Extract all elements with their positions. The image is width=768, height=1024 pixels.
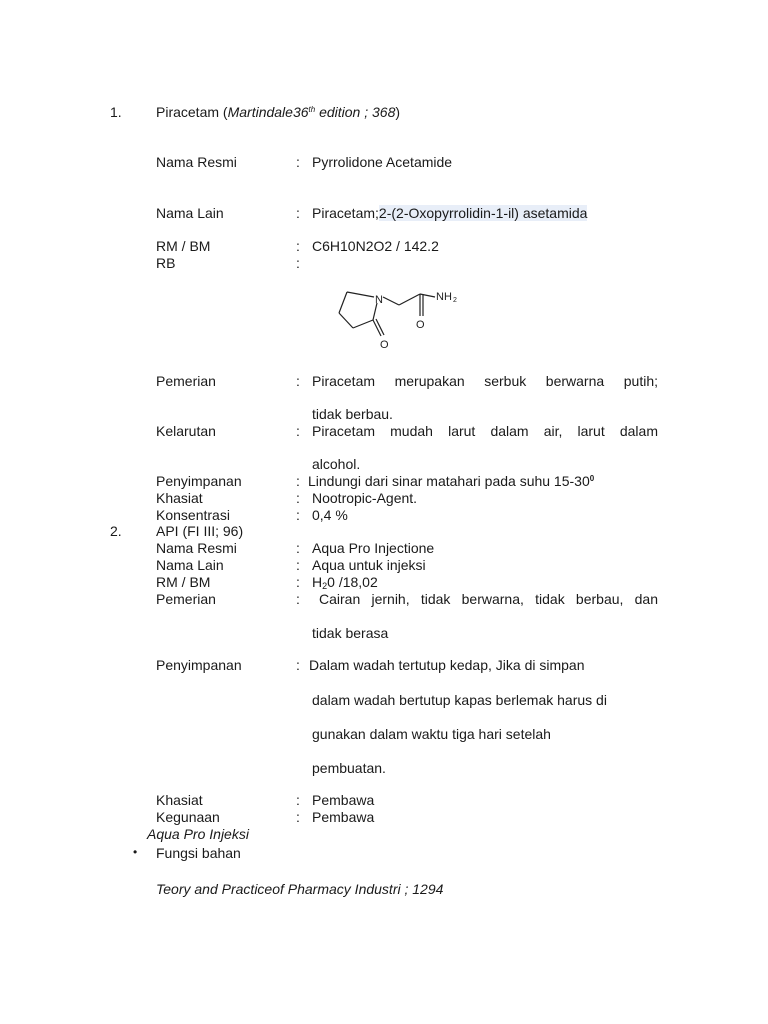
colon: : xyxy=(296,154,300,170)
kelarutan-label: Kelarutan xyxy=(156,423,216,439)
colon: : xyxy=(296,792,300,808)
colon: : xyxy=(296,473,300,489)
kelarutan-line-2: alcohol. xyxy=(312,456,361,472)
konsentrasi-label: Konsentrasi xyxy=(156,507,230,523)
title-close: ) xyxy=(395,104,401,120)
konsentrasi-value: 0,4 % xyxy=(312,507,348,523)
bullet-icon: • xyxy=(133,845,138,859)
penyimpanan-2-line-3: gunakan dalam waktu tiga hari setelah xyxy=(312,726,551,742)
nama-lain-value-2: Aqua untuk injeksi xyxy=(312,557,426,573)
penyimpanan-2-line-2: dalam wadah bertutup kapas berlemak harus di xyxy=(312,692,607,708)
atom-o-amide: O xyxy=(416,319,425,331)
bullet-text: Fungsi bahan xyxy=(156,845,241,861)
colon: : xyxy=(296,238,300,254)
item-title-piracetam xyxy=(156,104,400,121)
colon: : xyxy=(296,373,300,389)
colon: : xyxy=(296,540,300,556)
pemerian-line-2: tidak berbau. xyxy=(312,406,393,422)
khasiat-label: Khasiat xyxy=(156,490,203,506)
kegunaan-value: Pembawa xyxy=(312,809,375,825)
title-text: Piracetam ( xyxy=(156,104,228,120)
rm-bm-label-2: RM / BM xyxy=(156,574,211,590)
source-superscript: th xyxy=(308,105,316,114)
pemerian-line-1: Piracetam merupakan serbuk berwarna putih; xyxy=(312,373,658,389)
penyimpanan-label: Penyimpanan xyxy=(156,473,242,489)
rm-bm-value-2 xyxy=(312,574,378,591)
atom-n: N xyxy=(375,294,383,306)
colon: : xyxy=(296,591,300,607)
item-number-2: 2. xyxy=(110,523,122,539)
colon: : xyxy=(296,809,300,825)
source-edition: edition ; 368 xyxy=(315,104,396,120)
penyimpanan-label-2: Penyimpanan xyxy=(156,657,242,673)
penyimpanan-2-line-1: Dalam wadah tertutup kedap, Jika di simpan xyxy=(309,657,585,673)
colon: : xyxy=(296,255,300,271)
nama-lain-label-2: Nama Lain xyxy=(156,557,224,573)
colon: : xyxy=(296,657,300,673)
item-title-api: API (FI III; 96) xyxy=(156,523,244,539)
khasiat-value-2: Pembawa xyxy=(312,792,375,808)
h-subscript: 2 xyxy=(322,581,328,591)
h-symbol: H xyxy=(312,574,323,590)
nama-resmi-value: Pyrrolidone Acetamide xyxy=(312,154,453,170)
nama-lain-value-highlight: 2-(2-Oxopyrrolidin-1-il) asetamida xyxy=(378,205,588,221)
penyimpanan-text: Lindungi dari sinar matahari pada suhu 15-30 xyxy=(308,473,590,489)
piracetam-structure xyxy=(325,280,475,354)
kelarutan-line-1: Piracetam mudah larut dalam air, larut dalam xyxy=(312,423,658,439)
pemerian-label: Pemerian xyxy=(156,373,216,389)
colon: : xyxy=(296,557,300,573)
kegunaan-label: Kegunaan xyxy=(156,809,220,825)
nama-resmi-label: Nama Resmi xyxy=(156,154,237,170)
item-number-1: 1. xyxy=(110,104,122,120)
source-name: Martindale36 xyxy=(227,104,309,120)
colon: : xyxy=(296,490,300,506)
atom-nh: NH xyxy=(436,291,452,303)
atom-nh-subscript: 2 xyxy=(453,297,457,304)
pemerian-2-line-1: Cairan jernih, tidak berwarna, tidak berbau, dan xyxy=(319,591,658,607)
colon: : xyxy=(296,423,300,439)
reference-text: Teory and Practiceof Pharmacy Industri ; 1294 xyxy=(156,881,444,897)
section-heading: Aqua Pro Injeksi xyxy=(147,826,249,842)
nama-lain-value-a: Piracetam; xyxy=(312,205,379,221)
rm-bm-value: C6H10N2O2 / 142.2 xyxy=(312,238,439,254)
rb-label: RB xyxy=(156,255,176,271)
colon: : xyxy=(296,574,300,590)
atom-o-ring: O xyxy=(380,339,389,351)
rm-bm-rest: 0 /18,02 xyxy=(327,574,378,590)
khasiat-label-2: Khasiat xyxy=(156,792,203,808)
colon: : xyxy=(296,205,300,221)
nama-resmi-label-2: Nama Resmi xyxy=(156,540,237,556)
penyimpanan-2-line-4: pembuatan. xyxy=(312,760,386,776)
pemerian-label-2: Pemerian xyxy=(156,591,216,607)
penyimpanan-value xyxy=(308,473,594,490)
degree-superscript: 0 xyxy=(589,474,595,483)
nama-lain-label: Nama Lain xyxy=(156,205,224,221)
nama-lain-value xyxy=(312,205,587,222)
khasiat-value: Nootropic-Agent. xyxy=(312,490,418,506)
nama-resmi-value-2: Aqua Pro Injectione xyxy=(312,540,435,556)
pemerian-2-line-2: tidak berasa xyxy=(312,625,389,641)
rm-bm-label: RM / BM xyxy=(156,238,211,254)
colon: : xyxy=(296,507,300,523)
